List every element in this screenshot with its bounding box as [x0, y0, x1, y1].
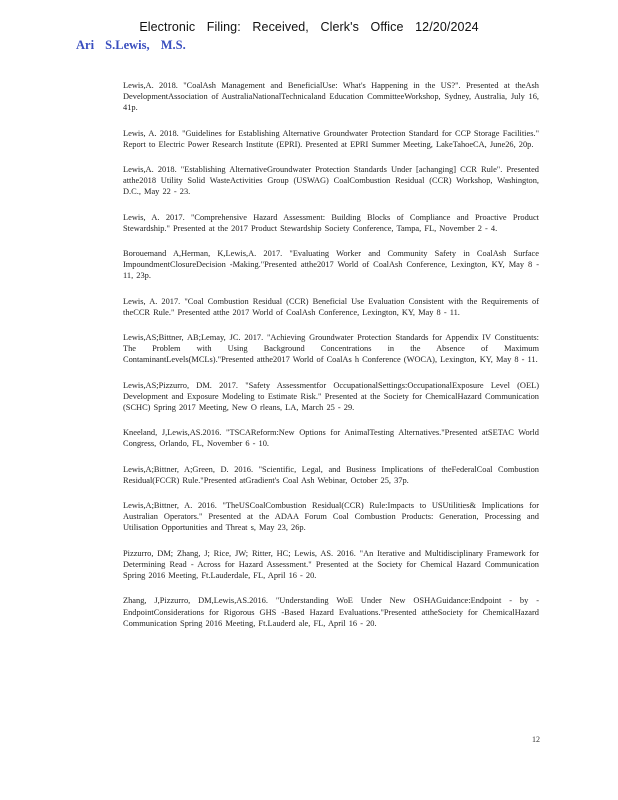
- reference-item: Lewis, A. 2017. "Coal Combustion Residual (CCR) Beneficial Use Evaluation Consistent with the Requirements of theCCR Rule." Presented atthe 2017 World of CoalAsh Conference, Lexington, KY, May 8 - 11.: [123, 296, 539, 317]
- filing-stamp: Electronic Filing: Received, Clerk's Office 12/20/2024: [139, 20, 479, 34]
- reference-item: Pizzurro, DM; Zhang, J; Rice, JW; Ritter, HC; Lewis, AS. 2016. "An Iterative and Multidisciplinary Framework for Determining Read - Across for Hazard Assessment." Presented at the Society for Chemical Hazard Communication Spring 2016 Meeting, Ft.Lauderdale, FL, April 16 - 20.: [123, 548, 539, 581]
- reference-item: Lewis, A. 2018. "Guidelines for Establishing Alternative Groundwater Protection Standard for CCP Storage Facilities." Report to Electric Power Research Institute (EPRI). Presented at EPRI Summer Meeting, LakeTahoeCA, June26, 20p.: [123, 128, 539, 149]
- page-number: 12: [532, 735, 540, 744]
- reference-list: [123, 80, 539, 643]
- reference-item: Lewis,AS;Bittner, AB;Lemay, JC. 2017. "Achieving Groundwater Protection Standards for Appendix IV Constituents: The Problem with Using Background Concentrations in the Absence of Maximum ContaminantLevels(MCLs)."Presented atthe2017 World of CoalAs h Conference (WOCA), Lexington, KY, May 8 - 11.: [123, 333, 539, 365]
- reference-item: Kneeland, J,Lewis,AS.2016. "TSCAReform:New Options for AnimalTesting Alternatives."Presented atSETAC World Congress, Orlando, FL, November 6 - 10.: [123, 428, 539, 449]
- reference-item: Lewis,A;Bittner, A. 2016. "TheUSCoalCombustion Residual(CCR) Rule:Impacts to USUtilities& Implications for Australian Operators." Presented at the ADAA Forum Coal Combustion Products: Generation, Processing and Utilisation Opportunities and Threat s, May 23, 26p.: [123, 501, 539, 533]
- reference-item: Lewis,A;Bittner, A;Green, D. 2016. "Scientific, Legal, and Business Implications of theFederalCoal Combustion Residual(FCCR) Rule."Presented atGradient's Coal Ash Webinar, October 25, 37p.: [123, 464, 539, 485]
- reference-item: Zhang, J,Pizzurro, DM,Lewis,AS.2016. "Understanding WoE Under New OSHAGuidance:Endpoint - by - EndpointConsiderations for Rigorous GHS -Based Hazard Evaluations."Presented attheSociety for ChemicalHazard Communication Spring 2016 Meeting, Ft.Lauderd ale, FL, April 16 - 20.: [123, 596, 539, 628]
- reference-item: Lewis,A. 2018. "Establishing AlternativeGroundwater Protection Standards Under [achanging] CCR Rule". Presented atthe2018 Utility Solid WasteActivities Group (USWAG) CoalCombustion Residual (CCR) Workshop, Washington, D.C., May 22 - 23.: [123, 165, 539, 197]
- reference-item: Lewis,AS;Pizzurro, DM. 2017. "Safety Assessmentfor OccupationalSettings:OccupationalExposure Level (OEL) Development and Exposure Modeling to Estimate Risk." Presented at the Society for ChemicalHazard Communication (SCHC) Spring 2017 Meeting, New O rleans, LA, March 25 - 29.: [123, 380, 539, 413]
- reference-item: Lewis, A. 2017. "Comprehensive Hazard Assessment: Building Blocks of Compliance and Proactive Product Stewardship." Presented at the 2017 Product Stewardship Society Conference, Tampa, FL, November 2 - 4.: [123, 212, 539, 233]
- author-name: Ari S.Lewis, M.S.: [76, 38, 186, 52]
- reference-item: Borouemand A,Herman, K,Lewis,A. 2017. "Evaluating Worker and Community Safety in CoalAsh Surface ImpoundmentClosureDecision -Making."Presented atthe2017 World of CoalAsh Conference, Lexington, KY, May 8 - 11, 23p.: [123, 249, 539, 281]
- reference-item: Lewis,A. 2018. "CoalAsh Management and BeneficialUse: What's Happening in the US?". Presented at theAsh DevelopmentAssociation of AustraliaNationalTechnicaland Education CommitteeWorkshop, Sydney, Australia, July 16, 41p.: [123, 81, 539, 113]
